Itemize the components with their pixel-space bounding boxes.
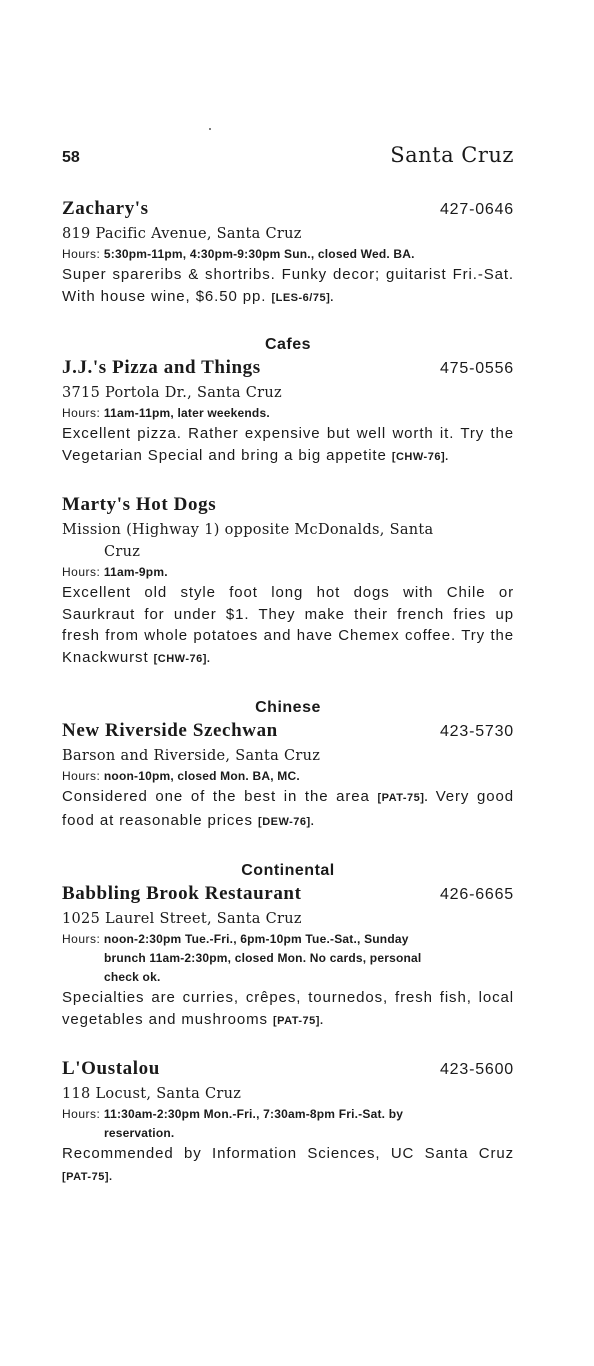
- print-speck: [209, 128, 211, 130]
- hours-label: Hours:: [62, 1107, 101, 1121]
- category-heading-chinese: Chinese: [255, 699, 321, 716]
- listings: [62, 198, 514, 1188]
- listing-name: Babbling Brook Restaurant: [62, 883, 302, 904]
- listing-phone: 423-5600: [439, 1061, 514, 1078]
- category-heading-cafes: Cafes: [264, 336, 312, 353]
- citation: [PAT-75].: [377, 792, 429, 804]
- listing-description: [62, 264, 514, 309]
- citation: [PAT-75].: [62, 1170, 113, 1183]
- listing-address: 819 Pacific Avenue, Santa Cruz: [62, 226, 302, 242]
- hours-text: noon-10pm, closed Mon. BA, MC.: [103, 769, 300, 783]
- hours-text: reservation.: [104, 1126, 175, 1140]
- listing-name: Zachary's: [62, 198, 149, 219]
- listing-address: 3715 Portola Dr., Santa Cruz: [62, 385, 282, 401]
- listing-hours: [62, 930, 514, 987]
- listing-description: [62, 582, 514, 670]
- hours-text: check ok.: [104, 970, 161, 984]
- hours-label: Hours:: [62, 406, 101, 420]
- listing-babbling-brook: [62, 883, 514, 1032]
- address-line: Mission (Highway 1) opposite McDonalds, Santa: [62, 522, 434, 538]
- hours-text: 5:30pm-11pm, 4:30pm-9:30pm Sun., closed Wed. BA.: [103, 247, 415, 261]
- listing-address: [62, 519, 514, 563]
- listing-hours: [62, 245, 514, 264]
- hours-label: Hours:: [62, 565, 101, 579]
- listing-description: [62, 987, 514, 1032]
- page-header: [62, 143, 514, 173]
- description-text: Recommended by Information Sciences, UC Santa Cruz: [62, 1145, 514, 1162]
- listing-hours: [62, 404, 514, 423]
- description-text: Specialties are curries, crêpes, tournedos, fresh fish, local vegetables and mushrooms: [62, 989, 514, 1028]
- category-heading-continental: Continental: [241, 862, 335, 879]
- hours-label: Hours:: [62, 769, 101, 783]
- hours-label: Hours:: [62, 247, 101, 261]
- citation: [PAT-75].: [272, 1014, 324, 1027]
- hours-label: Hours:: [62, 932, 101, 946]
- listing-address: 118 Locust, Santa Cruz: [62, 1086, 242, 1102]
- listing-loustalou: [62, 1058, 514, 1188]
- citation: [DEW-76].: [258, 815, 315, 828]
- hours-text: brunch 11am-2:30pm, closed Mon. No cards, personal: [104, 951, 422, 965]
- listing-description: [62, 423, 514, 468]
- section-title: Santa Cruz: [390, 143, 514, 167]
- listing-riverside: [62, 720, 514, 833]
- hours-text: 11:30am-2:30pm Mon.-Fri., 7:30am-8pm Fri.-Sat. by: [103, 1107, 404, 1121]
- description-text: Very good food at reasonable prices: [62, 788, 514, 829]
- listing-name: New Riverside Szechwan: [62, 720, 278, 741]
- citation: [LES-6/75].: [271, 291, 334, 304]
- listing-zacharys: [62, 198, 514, 309]
- listing-address: Barson and Riverside, Santa Cruz: [62, 748, 321, 764]
- listing-phone: 427-0646: [439, 201, 514, 218]
- listing-address: 1025 Laurel Street, Santa Cruz: [62, 911, 302, 927]
- citation: [CHW-76].: [153, 652, 211, 665]
- listing-description: [62, 786, 514, 833]
- listing-phone: 426-6665: [439, 886, 514, 903]
- listing-phone: 475-0556: [439, 360, 514, 377]
- listing-hours: [62, 563, 514, 582]
- listing-name: Marty's Hot Dogs: [62, 494, 217, 515]
- description-text: Excellent old style foot long hot dogs with Chile or Saurkraut for under $1. They make their french fries up fresh from whole potatoes and have Chemex coffee. Try the Knackwurst: [62, 584, 514, 666]
- listing-martys: [62, 494, 514, 670]
- listing-name: L'Oustalou: [62, 1058, 160, 1079]
- listing-phone: 423-5730: [439, 723, 514, 740]
- hours-text: noon-2:30pm Tue.-Fri., 6pm-10pm Tue.-Sat., Sunday: [103, 932, 409, 946]
- address-line: Cruz: [104, 544, 141, 560]
- listing-hours: [62, 767, 514, 786]
- description-text: Super spareribs & shortribs. Funky decor; guitarist Fri.-Sat. With house wine, $6.50 pp.: [62, 266, 514, 305]
- listing-description: [62, 1143, 514, 1188]
- listing-name: J.J.'s Pizza and Things: [62, 357, 261, 378]
- description-text: Excellent pizza. Rather expensive but well worth it. Try the Vegetarian Special and bring a big appetite: [62, 425, 514, 464]
- hours-text: 11am-11pm, later weekends.: [103, 406, 270, 420]
- description-text: Considered one of the best in the area: [62, 788, 370, 805]
- listing-hours: [62, 1105, 514, 1143]
- listing-jjs: [62, 357, 514, 468]
- citation: [CHW-76].: [391, 450, 449, 463]
- hours-text: 11am-9pm.: [103, 565, 168, 579]
- page-number: 58: [62, 149, 80, 166]
